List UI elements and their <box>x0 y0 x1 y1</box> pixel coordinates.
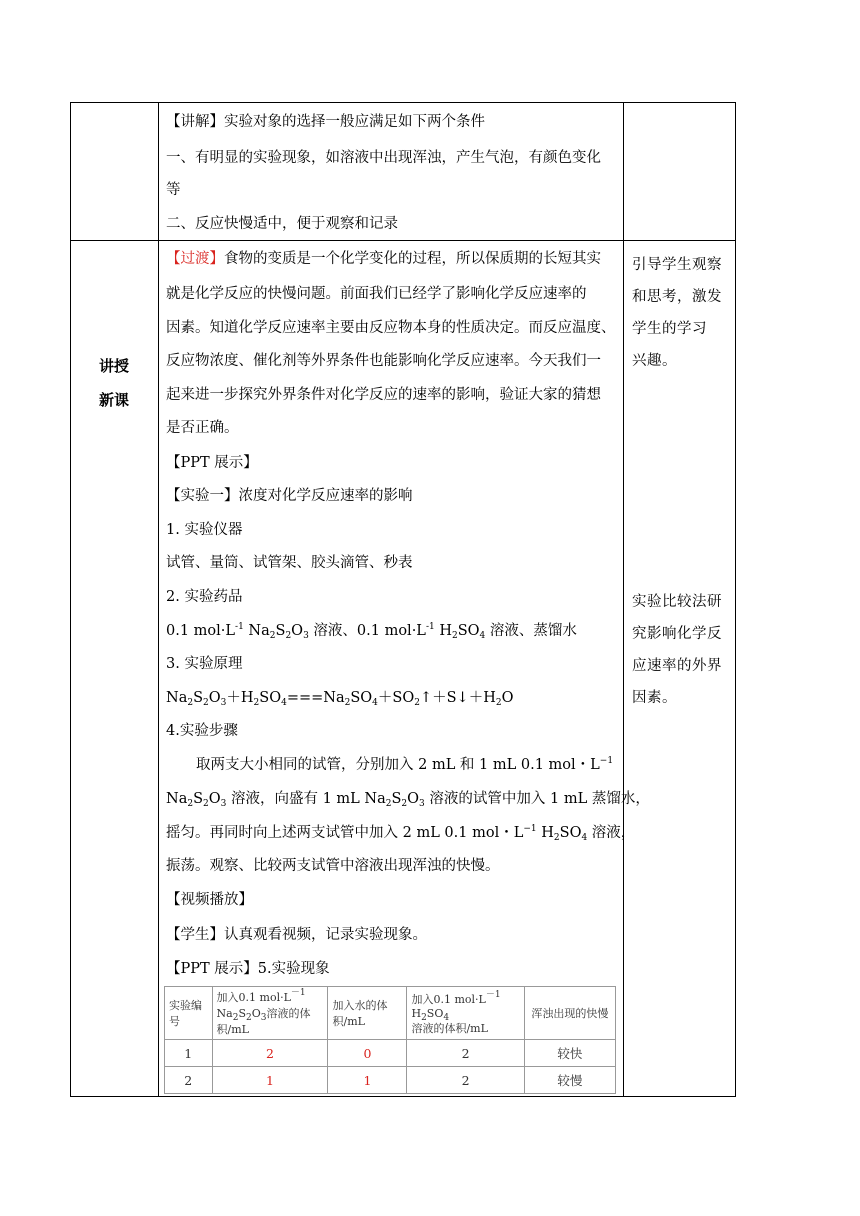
condition-one-cont: 等 <box>166 182 181 198</box>
header-na2s2o3: 加入0.1 $mol\cdot L^{-1}$ $Na_2S_2O_3$溶液的体积/mL <box>212 987 328 1040</box>
table-top-border <box>70 102 735 103</box>
transition-tag: 【过渡】 <box>166 251 224 267</box>
video-label: 【视频播放】 <box>166 892 253 908</box>
header-water: 加入水的体积/mL <box>328 987 407 1040</box>
student-activity: 【学生】认真观看视频，记录实验现象。 <box>166 927 427 943</box>
table-bottom-border <box>70 1096 735 1097</box>
results-table <box>164 986 616 1094</box>
header-speed: 浑浊出现的快慢 <box>524 987 615 1040</box>
transition-line-3: 因素。知道化学反应速率主要由反应物本身的性质决定。而反应温度、 <box>166 320 616 336</box>
instruments-list: 试管、量筒、试管架、胶头滴管、秒表 <box>166 555 413 571</box>
transition-line-4: 反应物浓度、催化剂等外界条件也能影响化学反应速率。今天我们一 <box>166 353 601 369</box>
reagents-list: 0.1 $mol\cdot L^{-1}$ $Na_2S_2O_3$ 溶液、0.1 $mol\cdot L^{-1}$ $H_2SO_4$ 溶液、蒸馏水 <box>166 622 577 641</box>
steps-line-2: $Na_2S_2O_3$ 溶液，向盛有 1 mL $Na_2S_2O_3$ 溶液的试管中加入 1 mL 蒸馏水， <box>166 791 650 809</box>
section-steps: 4.实验步骤 <box>166 723 238 739</box>
condition-two-line: 二、反应快慢适中，便于观察和记录 <box>166 216 398 232</box>
header-exp-no: 实验编号 <box>165 987 213 1040</box>
transition-line-6: 是否正确。 <box>166 420 239 436</box>
table-header-row <box>165 987 616 1040</box>
col-border-left <box>70 102 71 1097</box>
transition-line-5: 起来进一步探究外界条件对化学反应的速率的影响，验证大家的猜想 <box>166 387 601 403</box>
experiment-title: 【实验一】浓度对化学反应速率的影响 <box>166 488 413 504</box>
ppt-label-2: 【PPT 展示】5.实验现象 <box>166 961 330 977</box>
phase-label-2: 新课 <box>98 391 129 409</box>
transition-line-2: 就是化学反应的快慢问题。前面我们已经学了影响化学反应速率的 <box>166 286 587 302</box>
section-reagents: 2. 实验药品 <box>166 589 243 605</box>
condition-one-line: 一、有明显的实验现象，如溶液中出现浑浊，产生气泡，有颜色变化 <box>166 150 601 166</box>
phase-label-1: 讲授 <box>98 357 129 375</box>
row-divider <box>70 240 735 241</box>
col-divider-1 <box>158 102 159 1097</box>
reaction-equation: $Na_2S_2O_3+H_2SO_4===Na_2SO_4+SO_2↑+S↓+H_2O$ <box>166 690 514 708</box>
transition-line-1: 【过渡】食物的变质是一个化学变化的过程，所以保质期的长短其实 <box>166 251 601 267</box>
steps-line-4: 振荡。观察、比较两支试管中溶液出现浑浊的快慢。 <box>166 858 500 874</box>
design-note-1: 引导学生观察 和思考，激发 学生的学习 兴趣。 <box>632 257 722 369</box>
ppt-label-1: 【PPT 展示】 <box>166 455 258 471</box>
header-h2so4: 加入0.1 $mol\cdot L^{-1}$ $H_2SO_4$ 溶液的体积/mL <box>407 987 524 1040</box>
table-row: 2 1 1 2 较慢 <box>165 1067 616 1094</box>
col-border-right <box>735 102 736 1097</box>
steps-line-1: 取两支大小相同的试管，分别加入 2 mL 和 1 mL 0.1 mol・$L^{-1}$ <box>196 756 614 773</box>
design-note-2: 实验比较法研 究影响化学反 应速率的外界 因素。 <box>632 594 722 706</box>
section-instruments: 1. 实验仪器 <box>166 522 243 538</box>
col-divider-2 <box>623 102 624 1097</box>
steps-line-3: 摇匀。再同时向上述两支试管中加入 2 mL 0.1 mol・$L^{-1}$ $H_2SO_4$ 溶液， <box>166 824 636 843</box>
explanation-line: 【讲解】实验对象的选择一般应满足如下两个条件 <box>166 114 485 130</box>
section-principle: 3. 实验原理 <box>166 656 243 672</box>
table-row: 1 2 0 2 较快 <box>165 1040 616 1067</box>
